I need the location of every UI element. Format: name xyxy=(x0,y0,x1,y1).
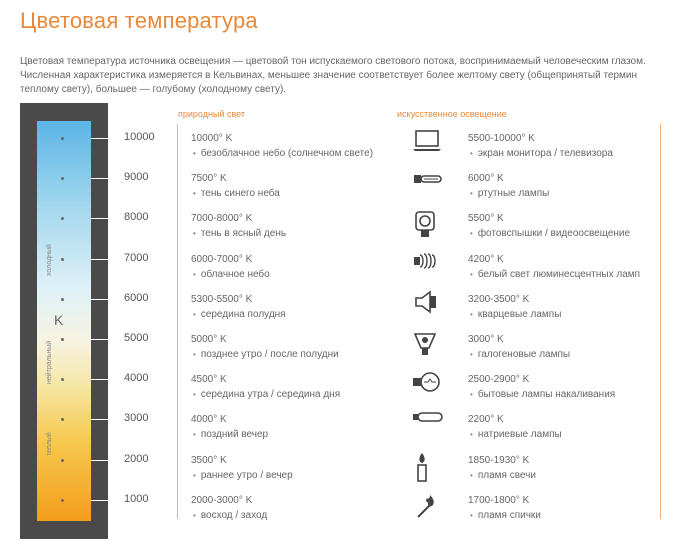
intro-line: Численная характеристика измеряется в Кельвинах, меньшее значение соответствует более желтому свету (общепринятый термин xyxy=(20,70,638,81)
flash-icon xyxy=(412,209,438,244)
scale-tick-dot xyxy=(61,217,64,220)
artificial-temperature: 3000° K xyxy=(468,334,504,345)
scale-tick-label: 10000 xyxy=(124,131,155,143)
color-temperature-gradient xyxy=(37,121,91,521)
natural-description: • середина утра / середина дня xyxy=(191,388,340,401)
artificial-description: • бытовые лампы накаливания xyxy=(468,388,615,401)
natural-light-heading: природный свет xyxy=(178,109,245,119)
natural-description: • поздний вечер xyxy=(191,428,268,441)
natural-description: • раннее утро / вечер xyxy=(191,469,293,482)
natural-description: • безоблачное небо (солнечном свете) xyxy=(191,147,373,160)
match-icon xyxy=(412,491,438,526)
scale-tick-dot xyxy=(61,137,64,140)
artificial-entry xyxy=(468,494,541,522)
natural-description: • середина полудня xyxy=(191,308,286,321)
artificial-entry xyxy=(468,212,630,240)
sodium-lamp-icon xyxy=(412,410,444,429)
artificial-entry xyxy=(468,172,549,200)
natural-description: • облачное небо xyxy=(191,268,270,281)
fluorescent-lamp-icon xyxy=(412,250,442,277)
scale-tick-label: 9000 xyxy=(124,171,149,183)
artificial-temperature: 2500-2900° K xyxy=(468,374,530,385)
zone-label-warm: теплый xyxy=(46,432,53,456)
natural-entry xyxy=(191,172,280,200)
natural-temperature: 5000° K xyxy=(191,334,227,345)
scale-tick-dot xyxy=(61,258,64,261)
natural-temperature: 4500° K xyxy=(191,374,227,385)
natural-temperature: 4000° K xyxy=(191,414,227,425)
monitor-icon xyxy=(412,129,442,158)
scale-tick-line xyxy=(91,138,108,139)
natural-temperature: 7500° K xyxy=(191,173,227,184)
natural-entry xyxy=(191,333,339,361)
scale-tick-label: 1000 xyxy=(124,493,149,505)
artificial-description: • ртутные лампы xyxy=(468,187,549,200)
scale-tick-label: 4000 xyxy=(124,372,149,384)
scale-tick-line xyxy=(91,218,108,219)
natural-entry xyxy=(191,132,373,160)
scale-tick-dot xyxy=(61,499,64,502)
artificial-entry xyxy=(468,132,613,160)
zone-label-cold: холодный xyxy=(46,244,53,276)
natural-entry xyxy=(191,494,267,522)
scale-tick-line xyxy=(91,419,108,420)
scale-tick-label: 2000 xyxy=(124,453,149,465)
scale-tick-label: 5000 xyxy=(124,332,149,344)
artificial-divider xyxy=(660,124,661,519)
scale-tick-dot xyxy=(61,177,64,180)
intro-line: теплому свету), большее — голубому (холодному свету). xyxy=(20,84,287,95)
scale-tick-label: 6000 xyxy=(124,292,149,304)
natural-temperature: 10000° K xyxy=(191,133,233,144)
scale-tick-dot xyxy=(61,459,64,462)
artificial-entry xyxy=(468,413,562,441)
artificial-description: • кварцевые лампы xyxy=(468,308,561,321)
artificial-description: • пламя свечи xyxy=(468,469,536,482)
artificial-description: • белый свет люминесцентных ламп xyxy=(468,268,640,281)
natural-entry xyxy=(191,373,340,401)
scale-tick-dot xyxy=(61,338,64,341)
artificial-light-heading: искусственное освещение xyxy=(397,109,507,119)
zone-label-neutral: нейтральный xyxy=(46,340,53,384)
natural-entry xyxy=(191,253,270,281)
natural-description: • тень в ясный день xyxy=(191,227,286,240)
scale-tick-label: 7000 xyxy=(124,252,149,264)
natural-entry xyxy=(191,454,293,482)
artificial-description: • экран монитора / телевизора xyxy=(468,147,613,160)
candle-icon xyxy=(412,451,432,488)
natural-divider xyxy=(177,124,178,519)
scale-tick-line xyxy=(91,339,108,340)
artificial-temperature: 1850-1930° K xyxy=(468,455,530,466)
natural-entry xyxy=(191,293,286,321)
artificial-entry xyxy=(468,253,640,281)
quartz-lamp-icon xyxy=(412,290,440,319)
scale-tick-label: 3000 xyxy=(124,412,149,424)
natural-description: • позднее утро / после полудни xyxy=(191,348,339,361)
artificial-description: • натриевые лампы xyxy=(468,428,562,441)
scale-tick-line xyxy=(91,178,108,179)
scale-tick-line xyxy=(91,259,108,260)
natural-temperature: 6000-7000° K xyxy=(191,254,253,265)
natural-description: • тень синего неба xyxy=(191,187,280,200)
scale-tick-label: 8000 xyxy=(124,211,149,223)
artificial-temperature: 1700-1800° K xyxy=(468,495,530,506)
artificial-entry xyxy=(468,333,570,361)
natural-entry xyxy=(191,413,268,441)
artificial-description: • фотовспышки / видеоосвещение xyxy=(468,227,630,240)
intro-text xyxy=(20,55,670,97)
scale-tick-line xyxy=(91,299,108,300)
natural-description: • восход / заход xyxy=(191,509,267,522)
artificial-entry xyxy=(468,293,561,321)
artificial-temperature: 4200° K xyxy=(468,254,504,265)
artificial-temperature: 3200-3500° K xyxy=(468,294,530,305)
natural-entry xyxy=(191,212,286,240)
natural-temperature: 3500° K xyxy=(191,455,227,466)
page-title: Цветовая температура xyxy=(20,8,258,33)
mercury-lamp-icon xyxy=(412,169,446,194)
artificial-entry xyxy=(468,454,536,482)
artificial-description: • пламя спички xyxy=(468,509,541,522)
scale-tick-line xyxy=(91,500,108,501)
artificial-temperature: 5500-10000° K xyxy=(468,133,535,144)
scale-tick-dot xyxy=(61,418,64,421)
scale-tick-line xyxy=(91,379,108,380)
scale-tick-dot xyxy=(61,378,64,381)
artificial-description: • галогеновые лампы xyxy=(468,348,570,361)
kelvin-unit-label: K xyxy=(54,312,64,328)
artificial-entry xyxy=(468,373,615,401)
artificial-temperature: 2200° K xyxy=(468,414,504,425)
scale-tick-line xyxy=(91,460,108,461)
natural-temperature: 2000-3000° K xyxy=(191,495,253,506)
artificial-temperature: 6000° K xyxy=(468,173,504,184)
natural-temperature: 5300-5500° K xyxy=(191,294,253,305)
halogen-lamp-icon xyxy=(412,330,438,363)
artificial-temperature: 5500° K xyxy=(468,213,504,224)
incandescent-lamp-icon xyxy=(412,370,442,399)
intro-line: Цветовая температура источника освещения — цветовой тон испускаемого светового потока, воспринимаемый человеческим глазом. xyxy=(20,56,646,67)
scale-tick-dot xyxy=(61,298,64,301)
natural-temperature: 7000-8000° K xyxy=(191,213,253,224)
